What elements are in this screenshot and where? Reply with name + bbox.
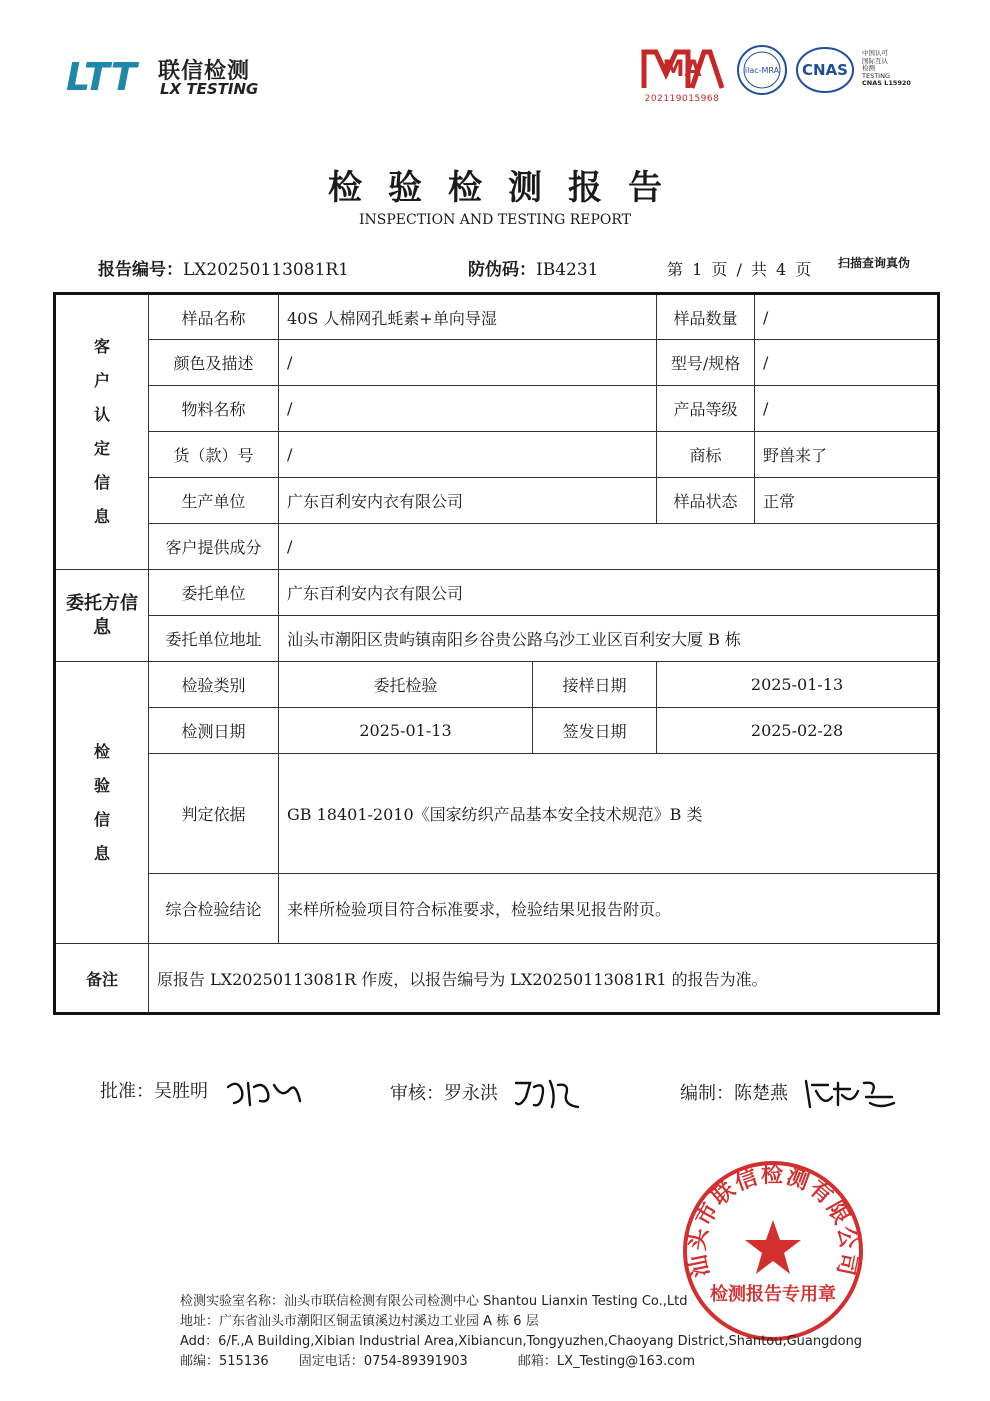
- section-inspection: 检验信息: [55, 662, 149, 944]
- brand-value: 野兽来了: [755, 432, 939, 478]
- footer-phone: 0754-89391903: [363, 1354, 468, 1369]
- client-unit-label: 委托单位: [149, 570, 279, 616]
- review-handwritten-signature: [512, 1077, 584, 1111]
- logo-english-name: LX TESTING: [160, 80, 259, 98]
- client-address-value: 汕头市潮阳区贵屿镇南阳乡谷贵公路乌沙工业区百利安大厦 B 栋: [279, 616, 939, 662]
- table-row: [55, 524, 939, 570]
- composition-value: /: [279, 524, 939, 570]
- company-seal: [680, 1158, 866, 1344]
- sample-qty-label: 样品数量: [657, 294, 755, 340]
- cma-label: MA: [662, 57, 702, 82]
- compile-handwritten-signature: [802, 1077, 898, 1111]
- inspection-type-label: 检验类别: [149, 662, 279, 708]
- model-label: 型号/规格: [657, 340, 755, 386]
- table-row: [55, 662, 939, 708]
- brand-label: 商标: [657, 432, 755, 478]
- receive-date-label: 接样日期: [533, 662, 657, 708]
- cnas-label: CNAS: [802, 61, 848, 79]
- receive-date-value: 2025-01-13: [657, 662, 939, 708]
- producer-value: 广东百利安内衣有限公司: [279, 478, 657, 524]
- svg-text:LTT: LTT: [66, 56, 137, 96]
- table-row: [55, 708, 939, 754]
- sample-name-label: 样品名称: [149, 294, 279, 340]
- remark-value: 原报告 LX20250113081R 作废，以报告编号为 LX20250113081R1 的报告为准。: [149, 944, 939, 1014]
- cma-number: 202119015968: [644, 94, 720, 104]
- table-row: [55, 874, 939, 944]
- test-date-value: 2025-01-13: [279, 708, 533, 754]
- anti-fake-code: 防伪码：IB4231: [468, 260, 599, 280]
- seal-star-icon: [745, 1220, 801, 1274]
- material-label: 物料名称: [149, 386, 279, 432]
- producer-label: 生产单位: [149, 478, 279, 524]
- table-row: [55, 294, 939, 340]
- section-customer: 客户认定信息: [55, 294, 149, 570]
- table-row: [55, 754, 939, 874]
- footer-email[interactable]: LX_Testing@163.com: [556, 1354, 695, 1369]
- section-client: 委托方信息: [55, 570, 149, 662]
- cnas-caption: 中国认可 国际互认 检测 TESTING CNAS L15920: [862, 49, 911, 87]
- client-address-label: 委托单位地址: [149, 616, 279, 662]
- footer-contact: 邮编：515136 固定电话：0754-89391903 邮箱：LX_Testing@163.com: [180, 1354, 695, 1369]
- composition-label: 客户提供成分: [149, 524, 279, 570]
- conclusion-label: 综合检验结论: [149, 874, 279, 944]
- basis-label: 判定依据: [149, 754, 279, 874]
- issue-date-value: 2025-02-28: [657, 708, 939, 754]
- seal-company-text: 汕头市联信检测有限公司: [685, 1163, 861, 1280]
- report-info-table: [53, 292, 940, 1015]
- issue-date-label: 签发日期: [533, 708, 657, 754]
- ilac-mra-mark: [736, 44, 788, 96]
- table-row: [55, 432, 939, 478]
- basis-value: GB 18401-2010《国家纺织产品基本安全技术规范》B 类: [279, 754, 939, 874]
- client-unit-value: 广东百利安内衣有限公司: [279, 570, 939, 616]
- table-row: [55, 570, 939, 616]
- company-logo: [66, 52, 266, 102]
- footer-address-en: Add：6/F.,A Building,Xibian Industrial Area,Xibiancun,Tongyuzhen,Chaoyang District,Shantou,Guangdong: [180, 1334, 863, 1349]
- item-no-value: /: [279, 432, 657, 478]
- scan-verify-link[interactable]: 扫描查询真伪: [838, 256, 911, 270]
- table-row: [55, 340, 939, 386]
- report-title: 检验检测报告: [328, 168, 688, 208]
- svg-text:汕头市联信检测有限公司: [684, 1162, 861, 1279]
- seal-bottom-text: 检测报告专用章: [710, 1284, 836, 1305]
- conclusion-value: 来样所检验项目符合标准要求，检验结果见报告附页。: [279, 874, 939, 944]
- color-label: 颜色及描述: [149, 340, 279, 386]
- approve-handwritten-signature: [224, 1077, 304, 1107]
- table-row: [55, 944, 939, 1014]
- color-value: /: [279, 340, 657, 386]
- material-value: /: [279, 386, 657, 432]
- status-value: 正常: [755, 478, 939, 524]
- logo-chinese-name: 联信检测: [158, 59, 251, 84]
- inspection-type-value: 委托检验: [279, 662, 533, 708]
- sample-qty-value: /: [755, 294, 939, 340]
- review-signature: 审核：罗永洪: [390, 1077, 584, 1111]
- ilac-label: ilac-MRA: [744, 66, 780, 75]
- page-indicator: 第 1 页 / 共 4 页: [667, 260, 814, 279]
- grade-value: /: [755, 386, 939, 432]
- report-subtitle: INSPECTION AND TESTING REPORT: [359, 212, 631, 228]
- sample-name-value: 40S 人棉网孔蚝素+单向导湿: [279, 294, 657, 340]
- footer-postcode: 515136: [219, 1354, 269, 1369]
- cma-mark: [640, 44, 724, 106]
- table-row: [55, 616, 939, 662]
- grade-label: 产品等级: [657, 386, 755, 432]
- footer-lab-name: 检测实验室名称：汕头市联信检测有限公司检测中心 Shantou Lianxin Testing Co.,Ltd: [180, 1294, 688, 1309]
- cnas-mark: [795, 44, 855, 96]
- footer-address-cn: 地址：广东省汕头市潮阳区铜盂镇溪边村溪边工业园 A 栋 6 层: [180, 1314, 539, 1329]
- status-label: 样品状态: [657, 478, 755, 524]
- model-value: /: [755, 340, 939, 386]
- lx-logo-mark: [66, 56, 152, 96]
- report-number: 报告编号：LX20250113081R1: [98, 260, 349, 280]
- section-remark: 备注: [55, 944, 149, 1014]
- table-row: [55, 478, 939, 524]
- compile-signature: 编制：陈楚燕: [680, 1077, 898, 1111]
- test-date-label: 检测日期: [149, 708, 279, 754]
- item-no-label: 货（款）号: [149, 432, 279, 478]
- approve-signature: 批准：吴胜明: [100, 1077, 304, 1107]
- table-row: [55, 386, 939, 432]
